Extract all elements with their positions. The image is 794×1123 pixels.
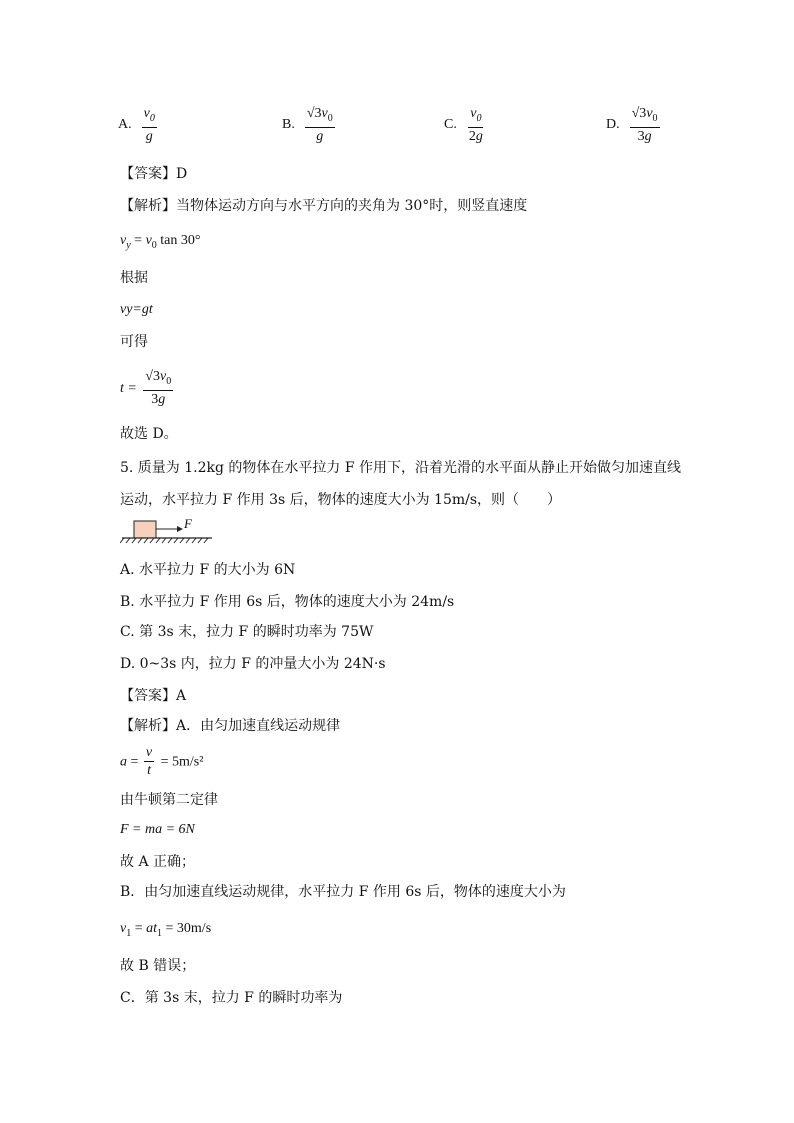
- equation-v1: $v_1 = at_1 = 30m/s$: [120, 921, 212, 939]
- option-label: A.: [118, 116, 132, 132]
- choice-d: D. 0~3s 内，拉力 F 的冲量大小为 24N·s: [120, 656, 386, 672]
- question-5-stem-line2: 运动，水平拉力 F 作用 3s 后，物体的速度大小为 15m/s，则（ ）: [120, 492, 562, 508]
- equation-vy: $v_y = v_0$ tan 30°: [120, 233, 201, 251]
- option-a: [118, 105, 159, 145]
- text-b-wrong: 故 B 错误；: [120, 958, 196, 974]
- option-label: C.: [444, 116, 457, 132]
- choice-a: A. 水平拉力 F 的大小为 6N: [120, 562, 296, 578]
- equation-t: t = $\frac{√3v_0}{3g}$: [120, 369, 172, 407]
- equation-a: a = $\frac{v}{t}$ = 5m/s²: [120, 745, 204, 778]
- question-5-stem-line1: 5. 质量为 1.2kg 的物体在水平拉力 F 作用下，沿着光滑的水平面从静止开始做匀加速直线: [120, 460, 682, 476]
- option-b: [282, 105, 337, 145]
- fraction: $\frac{v_0}{g}$: [143, 106, 155, 144]
- force-diagram: [120, 516, 220, 548]
- text-genju: 根据: [120, 270, 148, 286]
- option-label: D.: [606, 116, 620, 132]
- answer-line: 【答案】A: [120, 688, 187, 704]
- option-c: [444, 105, 487, 145]
- choice-b: B. 水平拉力 F 作用 6s 后，物体的速度大小为 24m/s: [120, 594, 455, 610]
- analysis-line: 【解析】A．由匀加速直线运动规律: [120, 718, 341, 734]
- choice-c: C. 第 3s 末，拉力 F 的瞬时功率为 75W: [120, 624, 374, 640]
- answer-line: 【答案】D: [120, 166, 188, 182]
- text-newton: 由牛顿第二定律: [120, 792, 218, 808]
- analysis-b: B．由匀加速直线运动规律，水平拉力 F 作用 6s 后，物体的速度大小为: [120, 884, 566, 900]
- fraction: $\frac{v_0}{2g}$: [468, 106, 483, 144]
- conclusion-line: 故选 D。: [120, 426, 178, 442]
- text-a-correct: 故 A 正确；: [120, 854, 196, 870]
- option-label: B.: [282, 116, 295, 132]
- analysis-c: C．第 3s 末，拉力 F 的瞬时功率为: [120, 990, 343, 1006]
- equation-f: F = ma = 6N: [120, 822, 195, 837]
- analysis-line: 【解析】当物体运动方向与水平方向的夹角为 30°时，则竖直速度: [120, 198, 528, 214]
- block: [134, 521, 156, 538]
- force-label: F: [184, 516, 192, 531]
- equation-vy-gt: vy=gt: [120, 302, 153, 317]
- fraction: $\frac{√3v_0}{g}$: [306, 106, 333, 144]
- arrow-head-icon: [177, 526, 183, 532]
- text-kede: 可得: [120, 334, 148, 350]
- ground-hatch: [120, 538, 208, 543]
- option-d: [606, 105, 662, 145]
- fraction: $\frac{√3v_0}{3g}$: [631, 106, 658, 144]
